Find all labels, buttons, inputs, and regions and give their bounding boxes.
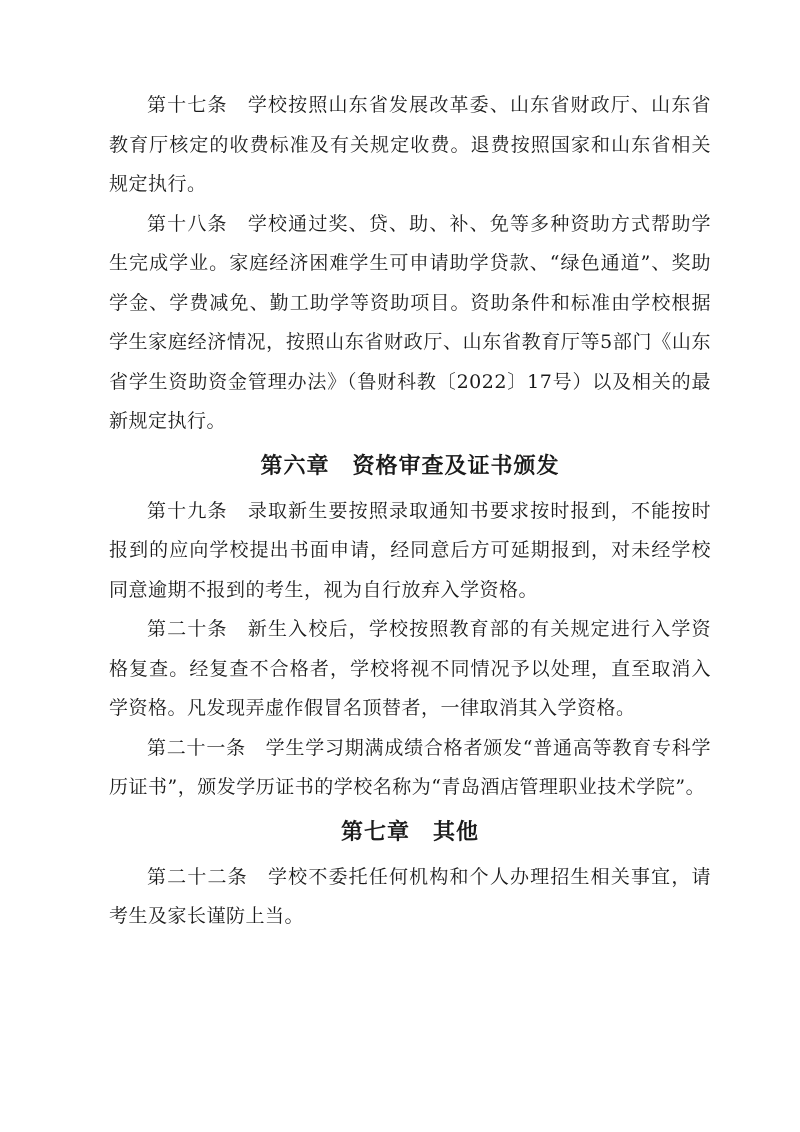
article-19: 第十九条 录取新生要按照录取通知书要求按时报到，不能按时报到的应向学校提出书面申请，经同意后方可延期报到，对未经学校同意逾期不报到的考生，视为自行放弃入学资格。 xyxy=(109,499,711,601)
chapter-7-heading: 第七章 其他 xyxy=(340,819,479,845)
document-body xyxy=(109,86,711,937)
article-21: 第二十一条 学生学习期满成绩合格者颁发“普通高等教育专科学历证书”，颁发学历证书的学校名称为“青岛酒店管理职业技术学院”。 xyxy=(109,736,711,798)
article-18: 第十八条 学校通过奖、贷、助、补、免等多种资助方式帮助学生完成学业。家庭经济困难学生可申请助学贷款、“绿色通道”、奖助学金、学费减免、勤工助学等资助项目。资助条件和标准由学校根据学生家庭经济情况，按照山东省财政厅、山东省教育厅等5部门《山东省学生资助资金管理办法》（鲁财科教〔2022〕17号）以及相关的最新规定执行。 xyxy=(109,212,711,432)
article-17: 第十七条 学校按照山东省发展改革委、山东省财政厅、山东省教育厅核定的收费标准及有关规定收费。退费按照国家和山东省相关规定执行。 xyxy=(109,94,711,195)
article-22: 第二十二条 学校不委托任何机构和个人办理招生相关事宜，请考生及家长谨防上当。 xyxy=(109,865,711,927)
article-20: 第二十条 新生入校后，学校按照教育部的有关规定进行入学资格复查。经复查不合格者，学校将视不同情况予以处理，直至取消入学资格。凡发现弄虚作假冒名顶替者，一律取消其入学资格。 xyxy=(109,618,711,719)
chapter-6-heading: 第六章 资格审查及证书颁发 xyxy=(260,453,560,479)
